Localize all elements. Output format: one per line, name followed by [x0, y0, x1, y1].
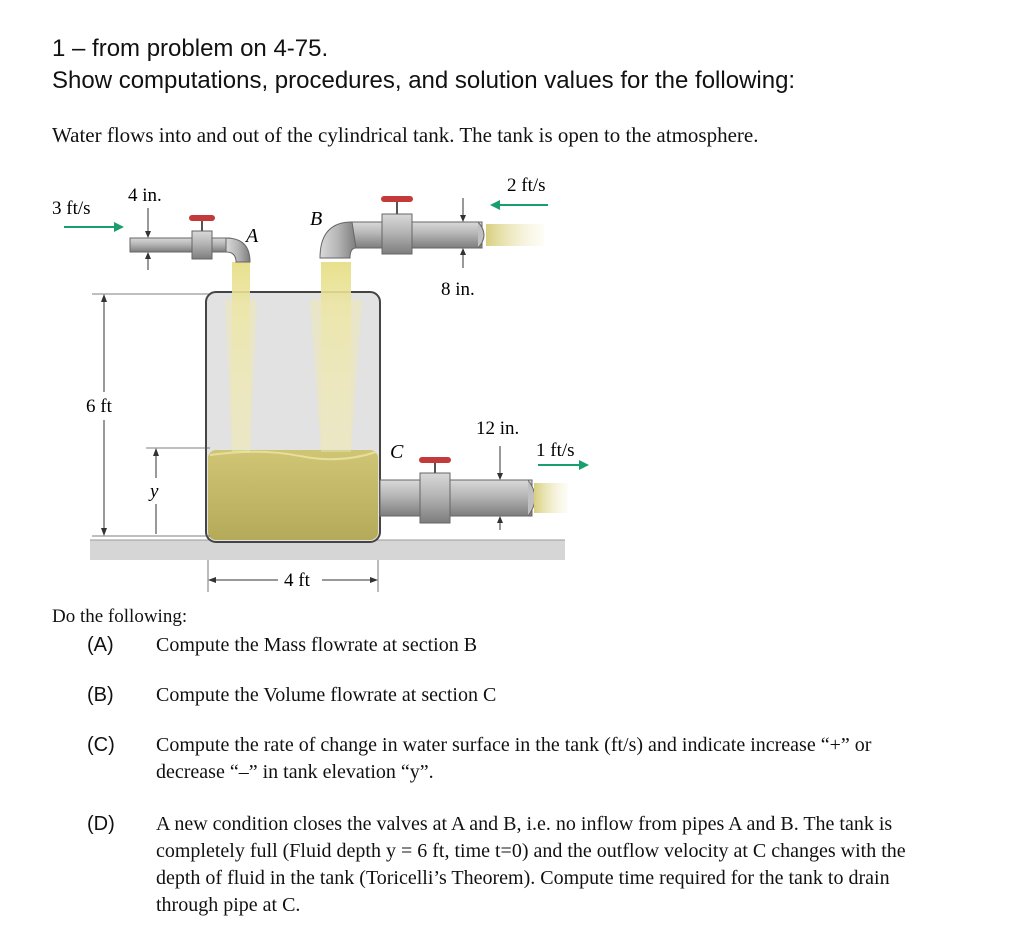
label-tank-width: 4 ft: [284, 570, 310, 591]
label-section-b: B: [310, 208, 323, 230]
label-inlet-a-velocity: 3 ft/s: [52, 198, 91, 219]
problem-title: 1 – from problem on 4-75.: [52, 35, 329, 62]
valve-b-handle: [381, 196, 413, 202]
questions-intro: Do the following:: [52, 606, 188, 627]
pipe-a: [130, 238, 230, 252]
jet-b-stream: [486, 224, 544, 246]
question-c-letter: (C): [87, 734, 115, 756]
label-inlet-a-diameter: 4 in.: [128, 185, 162, 206]
label-section-a: A: [246, 225, 259, 247]
label-outlet-c-velocity: 1 ft/s: [536, 440, 575, 461]
tank-water: [208, 450, 378, 540]
valve-a-handle: [189, 215, 215, 221]
question-c-text: Compute the rate of change in water surface in the tank (ft/s) and indicate increase “+” or decrease “–” in tank elevation “y”.: [156, 734, 872, 783]
problem-subtitle: Show computations, procedures, and solution values for the following:: [52, 67, 796, 94]
valve-c-handle: [419, 457, 451, 463]
label-inlet-b-velocity: 2 ft/s: [507, 175, 546, 196]
label-tank-height: 6 ft: [86, 396, 112, 417]
question-d-text: A new condition closes the valves at A and B, i.e. no inflow from pipes A and B. The tank is completely full (Fluid depth y = 6 ft, time t=0) and the outflow velocity at C changes with the depth of fluid in the tank (Toricelli’s Theorem). Compute time required for the tank to drain through pipe at C.: [156, 813, 906, 916]
question-b-letter: (B): [87, 684, 114, 706]
jet-c-stream: [534, 483, 568, 513]
label-inlet-b-diameter: 8 in.: [441, 279, 475, 300]
problem-intro: Water flows into and out of the cylindrical tank. The tank is open to the atmosphere.: [52, 123, 759, 147]
question-a-letter: (A): [87, 634, 114, 656]
question-d-letter: (D): [87, 813, 115, 835]
question-b-text: Compute the Volume flowrate at section C: [156, 684, 497, 706]
pipe-c: [380, 480, 532, 516]
label-section-c: C: [390, 441, 404, 463]
label-outlet-c-diameter: 12 in.: [476, 418, 520, 439]
question-a-text: Compute the Mass flowrate at section B: [156, 634, 478, 656]
label-depth: y: [150, 481, 159, 502]
pipe-b: [350, 222, 482, 248]
